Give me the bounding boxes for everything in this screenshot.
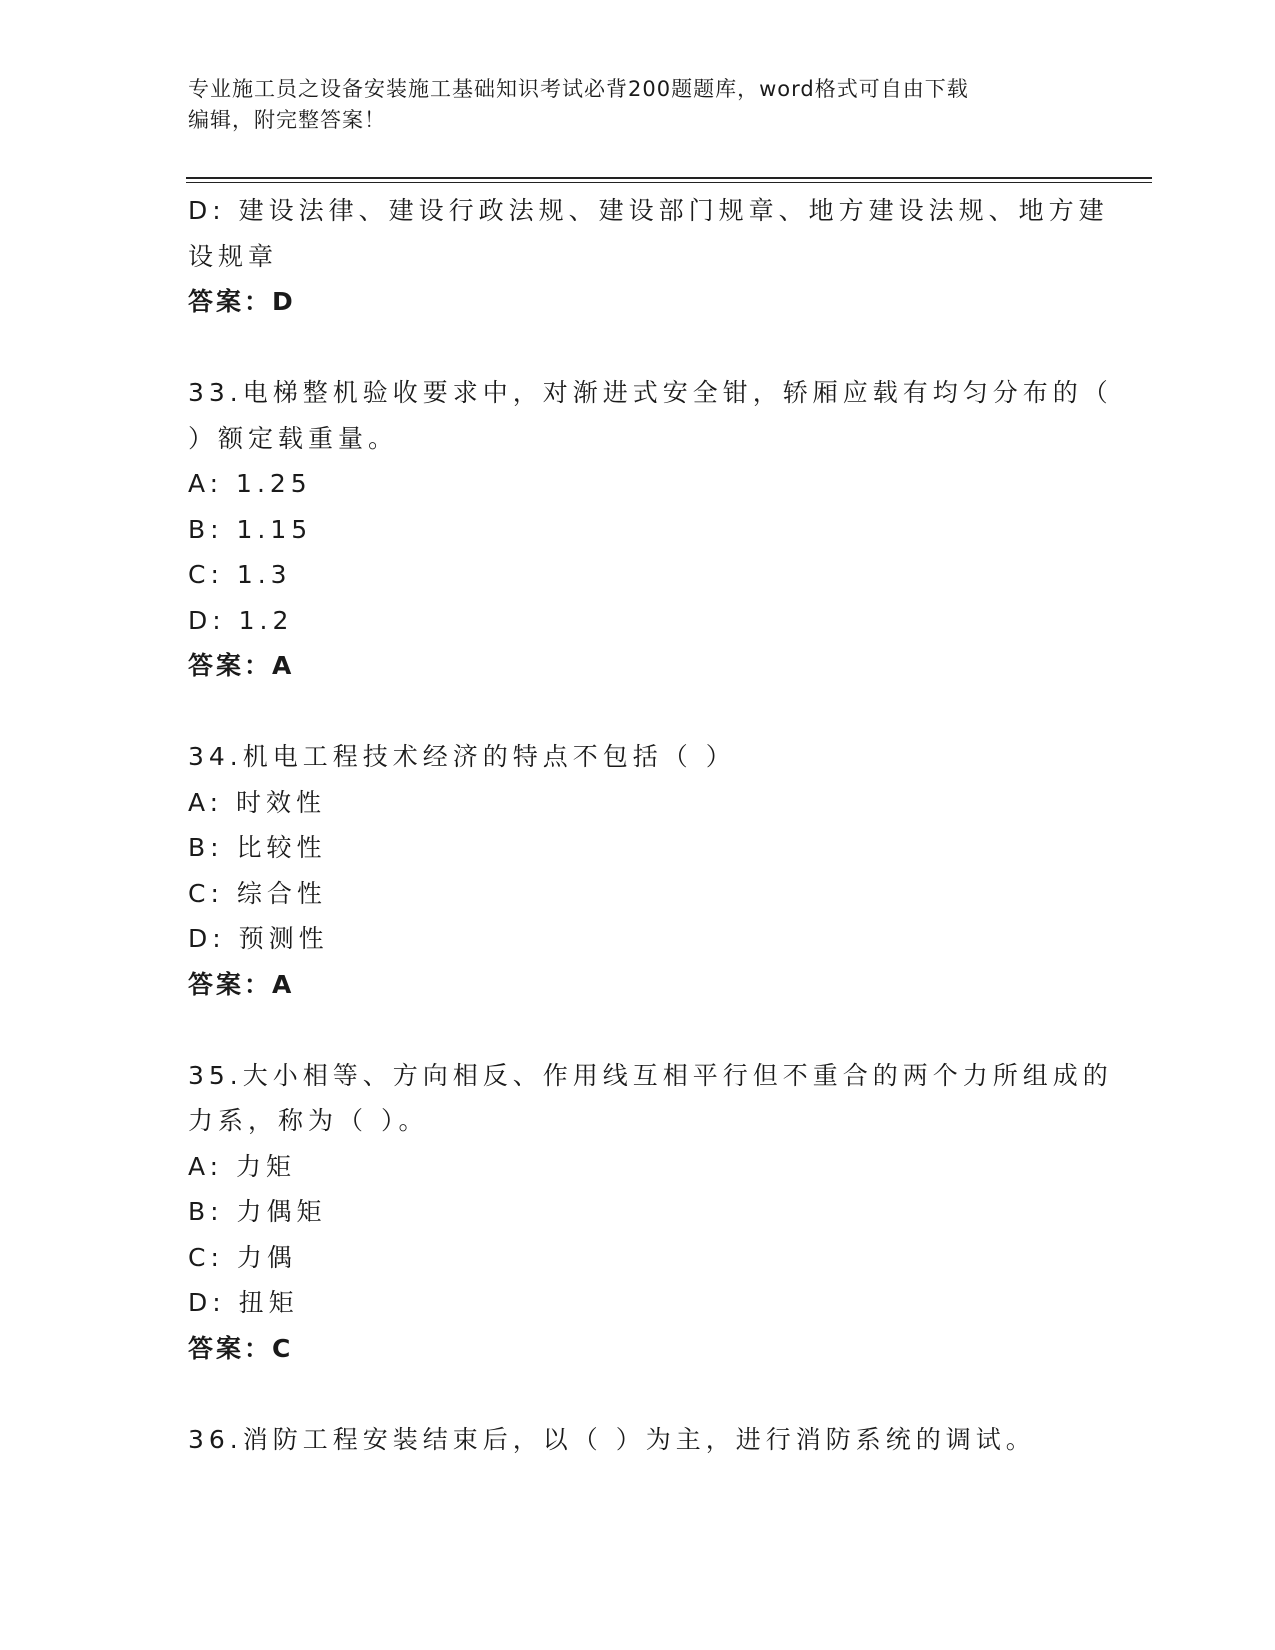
question-36 [188,1417,1088,1463]
header-divider-thin [186,182,1152,183]
question-34 [188,734,1088,1007]
option-b: B: 1.15 [188,514,313,544]
question-33 [188,370,1113,689]
document-header [188,74,1088,136]
option-a: A: 1.25 [188,469,312,498]
option-b: B: 力偶矩 [188,1197,327,1226]
option-b: B: 比较性 [188,833,327,862]
question-stem: 35.大小相等、方向相反、作用线互相平行但不重合的两个力所组成的 [188,1060,1113,1090]
option-c: C: 综合性 [188,878,327,908]
option-d: D: 建设法律、建设行政法规、建设部门规章、地方建设法规、地方建 [188,196,1109,225]
answer-label: 答案：A [188,969,295,999]
question-stem: 33.电梯整机验收要求中，对渐进式安全钳，轿厢应载有均匀分布的（ [188,378,1113,407]
answer-label: 答案：A [188,651,295,680]
header-divider-thick [186,177,1152,179]
header-title-line-2: 编辑，附完整答案！ [188,108,386,132]
option-d-continued: 设规章 [188,241,279,271]
question-stem: 34.机电工程技术经济的特点不包括（ ） [188,742,736,771]
option-d: D: 1.2 [188,605,294,635]
header-title-line-1: 专业施工员之设备安装施工基础知识考试必背200题题库，word格式可自由下载 [188,77,969,101]
question-35 [188,1053,1113,1372]
option-d: D: 扭矩 [188,1288,299,1317]
answer-label: 答案：D [188,287,296,316]
option-d: D: 预测性 [188,924,329,953]
option-c: C: 1.3 [188,560,292,589]
previous-question-tail [188,188,1109,325]
question-list [188,188,1113,1462]
question-stem: 36.消防工程安装结束后，以（ ）为主，进行消防系统的调试。 [188,1424,1036,1454]
option-a: A: 时效性 [188,787,327,817]
answer-label: 答案：C [188,1333,294,1363]
question-stem-continued: ）额定载重量。 [188,423,399,453]
option-a: A: 力矩 [188,1151,297,1181]
option-c: C: 力偶 [188,1242,297,1272]
question-stem-continued: 力系，称为（ ）。 [188,1106,429,1135]
